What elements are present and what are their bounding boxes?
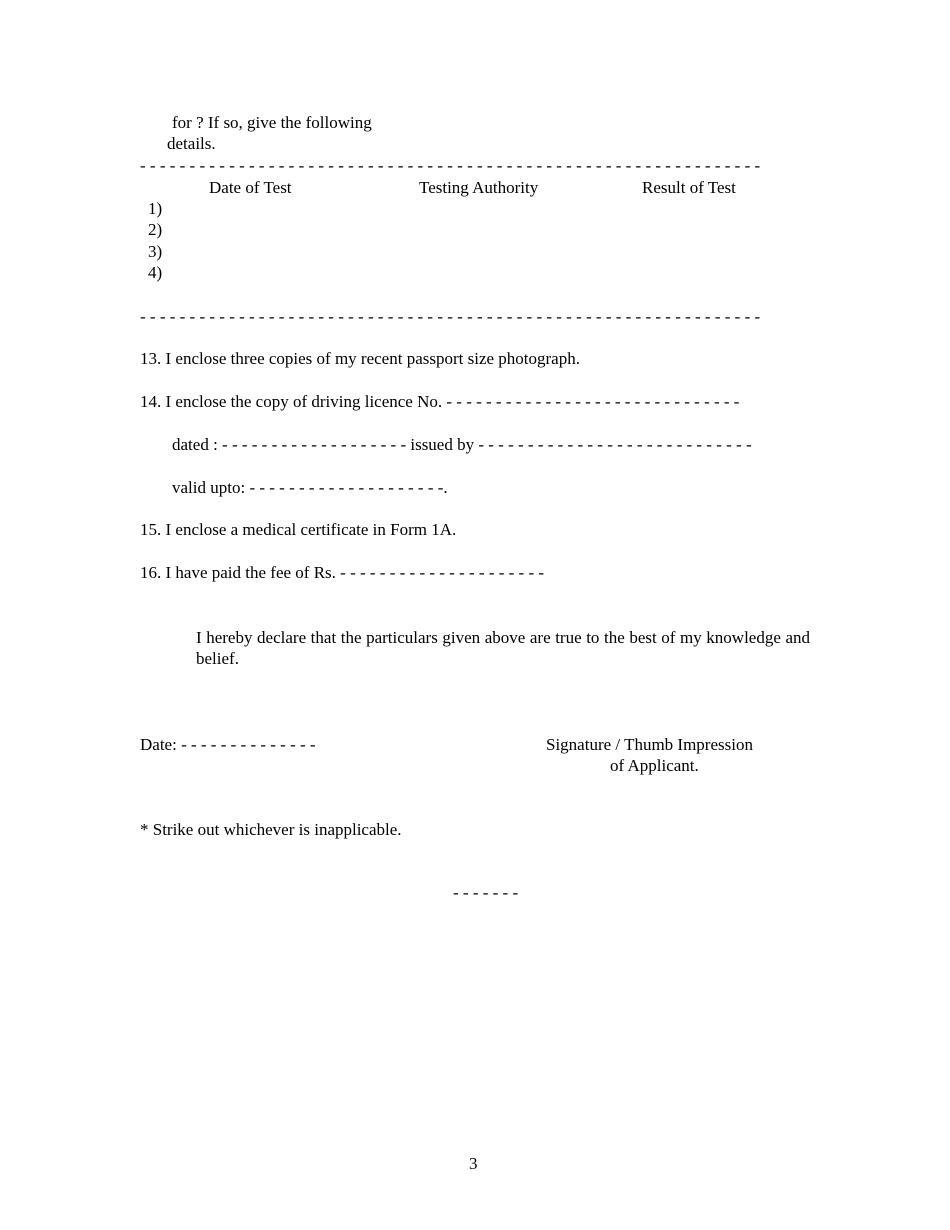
top-dashed-rule: - - - - - - - - - - - - - - - - - - - - - - - - - - - - - - - - - - - - - - - - - - - - - - - - - - - - - - - - - - - - - - -: [140, 156, 761, 175]
footnote: * Strike out whichever is inapplicable.: [140, 820, 402, 839]
item-14-valid-upto: valid upto: - - - - - - - - - - - - - - - - - - - -.: [172, 478, 448, 497]
row-number: 3): [148, 242, 163, 261]
intro-line-2: details.: [167, 134, 216, 153]
item-14: 14. I enclose the copy of driving licence No. - - - - - - - - - - - - - - - - - - - - - - - - - - - - - -: [140, 392, 740, 411]
item-15: 15. I enclose a medical certificate in Form 1A.: [140, 520, 457, 539]
intro-line-1: for ? If so, give the following: [172, 113, 372, 132]
signature-label-line-1: Signature / Thumb Impression: [546, 735, 753, 754]
header-date-of-test: Date of Test: [209, 178, 292, 197]
item-13: 13. I enclose three copies of my recent passport size photograph.: [140, 349, 580, 368]
signature-label-line-2: of Applicant.: [610, 756, 699, 775]
date-field: Date: - - - - - - - - - - - - - -: [140, 735, 316, 754]
row-number: 4): [148, 263, 163, 282]
row-number: 2): [148, 220, 163, 239]
bottom-dashed-rule: - - - - - - - - - - - - - - - - - - - - - - - - - - - - - - - - - - - - - - - - - - - - - - - - - - - - - - - - - - - - - - -: [140, 307, 761, 326]
end-marker: - - - - - - -: [453, 883, 519, 902]
row-number: 1): [148, 199, 163, 218]
declaration-text: I hereby declare that the particulars given above are true to the best of my knowledge and belief.: [196, 628, 810, 668]
header-result-of-test: Result of Test: [642, 178, 736, 197]
page-number: 3: [469, 1154, 478, 1173]
header-testing-authority: Testing Authority: [419, 178, 539, 197]
item-16: 16. I have paid the fee of Rs. - - - - - - - - - - - - - - - - - - - - -: [140, 563, 545, 582]
item-14-dated: dated : - - - - - - - - - - - - - - - - - - - issued by - - - - - - - - - - - - - - - - - - - - - - - - - - - -: [172, 435, 752, 454]
